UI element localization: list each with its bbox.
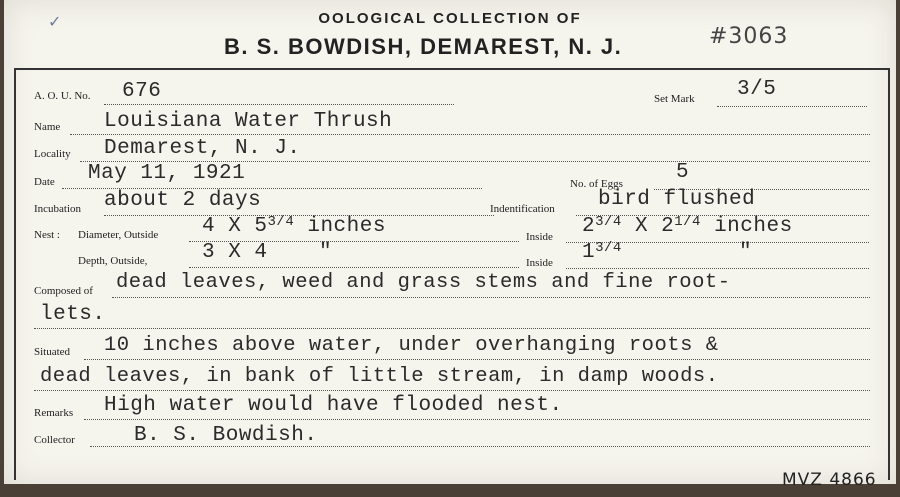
museum-number: MVZ 4866 [782,470,877,490]
depth-outside-value: 3 X 4 [202,241,268,264]
set-mark-label: Set Mark [654,93,695,105]
depth-inside-value [582,240,622,264]
set-mark-rule [717,106,867,107]
composed-of-rule-2 [34,328,870,329]
diameter-inside-fraction-1: 3/4 [595,214,622,230]
composed-of-line-1: dead leaves, weed and grass stems and fine root- [116,271,731,294]
no-eggs-label: No. of Eggs [570,178,623,190]
composed-of-rule-1 [112,297,870,298]
depth-inside-ditto: " [739,241,753,264]
remarks-rule [84,419,870,420]
diameter-inside-whole-1: 2 [582,215,596,238]
specimen-card [4,0,896,490]
remarks-value: High water would have flooded nest. [104,394,563,417]
date-label: Date [34,176,55,188]
catalog-number: #3063 [709,24,789,49]
locality-label: Locality [34,148,71,160]
depth-inside-rule [566,268,869,269]
name-value: Louisiana Water Thrush [104,110,393,133]
diameter-outside-unit: inches [307,215,386,238]
locality-value: Demarest, N. J. [104,137,301,160]
depth-inside-label: Inside [526,257,553,269]
depth-outside-rule [189,267,519,268]
diameter-outside-whole: 4 X 5 [202,215,268,238]
composed-of-line-2: lets. [40,303,106,326]
depth-inside-whole: 1 [582,241,596,264]
diameter-outside-label: Diameter, Outside [78,229,159,241]
situated-line-1: 10 inches above water, under overhanging roots & [104,334,719,357]
diameter-inside-value [582,214,793,238]
collector-value: B. S. Bowdish. [134,424,318,447]
collector-name-header: B. S. BOWDISH, [224,34,413,59]
depth-outside-label: Depth, Outside, [78,255,148,267]
remarks-label: Remarks [34,407,74,419]
incubation-value: about 2 days [104,189,262,212]
collector-header [224,34,622,60]
date-value: May 11, 1921 [88,162,246,185]
situated-rule-1 [84,359,870,360]
check-mark: ✓ [48,12,62,31]
identification-label: Indentification [490,203,555,215]
diameter-inside-label: Inside [526,231,553,243]
diameter-outside-value [202,214,386,238]
collector-place-header: DEMAREST, N. J. [420,34,623,59]
diameter-inside-whole-2: X 2 [634,215,675,238]
identification-value: bird flushed [598,188,756,211]
aou-rule [104,104,454,105]
name-rule [70,134,870,135]
no-eggs-value: 5 [676,161,690,184]
diameter-inside-fraction-2: 1/4 [674,214,701,230]
collector-label: Collector [34,434,75,446]
incubation-label: Incubation [34,203,82,215]
situated-label: Situated [34,346,71,358]
nest-label: Nest : [34,229,60,241]
situated-rule-2 [34,390,870,391]
aou-label: A. O. U. No. [34,90,91,102]
collector-rule [90,446,870,447]
name-label: Name [34,121,61,133]
situated-line-2: dead leaves, in bank of little stream, in damp woods. [40,365,719,388]
aou-value: 676 [122,80,162,103]
collection-title: OOLOGICAL COLLECTION OF [318,10,582,27]
depth-inside-fraction: 3/4 [595,240,622,256]
diameter-inside-unit: inches [714,215,793,238]
composed-of-label: Composed of [34,285,93,297]
set-mark-value: 3/5 [737,78,777,101]
depth-outside-ditto: " [319,241,333,264]
diameter-outside-fraction: 3/4 [267,214,295,230]
